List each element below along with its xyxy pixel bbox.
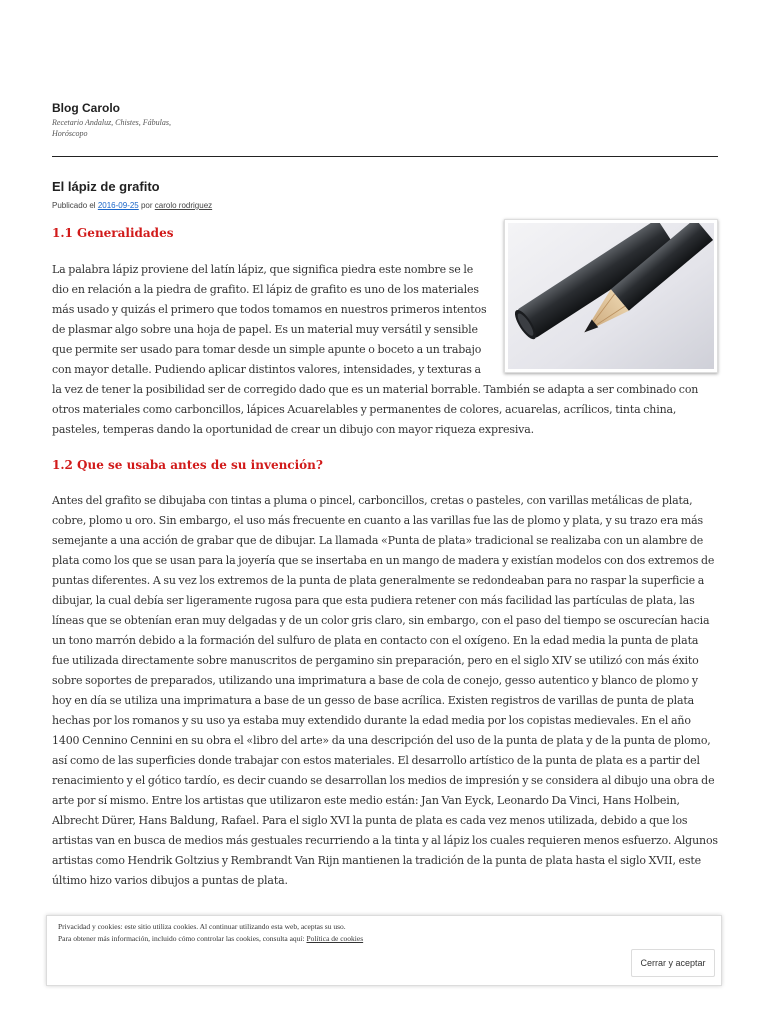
paragraph-antes: Antes del grafito se dibujaba con tintas a pluma o pincel, carboncillos, cretas o pasteles, con varillas metálicas de plata, cobre, plomo u oro. Sin embargo, el uso más frecuente en cuanto a las varillas fue las de plomo y plata, y su trazo era más semejante a una acción de grabar que de dibujar. La llamada «Punta de plata» tradicional se realizaba con un alambre de plata como los que se usan para la joyería que se insertaba en un mango de madera y existían modelos con dos extremos de puntas diferentes. A su vez los extremos de la punta de plata generalmente se redondeaban para no raspar la superficie a dibujar, la cual debía ser ligeramente rugosa para que esta pudiera retener con más facilidad las partículas de plata, las líneas que se obtenían eran muy delgadas y de un color gris claro, sin embargo, con el paso del tiempo se oscurecían hacia un tono marrón debido a la formación del sulfuro de plata en contacto con el oxígeno. En la edad media la punta de plata fue utilizada directamente sobre manuscritos de pergamino sin preparación, pero en el siglo XIV se utilizó con más éxito sobre soportes de preparados, utilizando una imprimatura a base de cola de conejo, gesso autentico y blanco de plomo y hoy en día se utiliza una imprimatura a base de un gesso de base acrílica. Existen registros de varillas de punta de plata hechas por los romanos y su uso ya estaba muy extendido durante la edad media por los copistas medievales. En el año 1400 Cennino Cennini en su obra el «libro del arte» da una descripción del uso de la punta de plata y de la punta de plomo, así como de las superficies donde trabajar con estos materiales. El desarrollo artístico de la punta de plata es a partir del renacimiento y el gótico tardío, es decir cuando se desarrollan los medios de impresión y se considera al dibujo una obra de arte por sí mismo. Entre los artistas que utilizaron este medio están: Jan Van Eyck, Leonardo Da Vinci, Hans Holbein, Albrecht Dürer, Hans Baldung, Rafael. Para el siglo XVI la punta de plata es cada vez menos utilizada, debido a que los artistas van en busca de medios más gestuales recurriendo a la tinta y al lápiz los cuales requieren menos esfuerzo. Algunos artistas como Hendrik Goltzius y Rembrandt Van Rijn mantienen la tradición de la punta de plata hasta el siglo XVII, este último hizo varios dibujos a puntas de plata. bbox=[52, 494, 718, 887]
cookie-policy-link[interactable]: Política de cookies bbox=[306, 934, 364, 943]
site-description: Recetario Andaluz, Chistes, Fábulas, Horóscopo bbox=[52, 118, 171, 138]
cookie-line-1: Privacidad y cookies: este sitio utiliza cookies. Al continuar utilizando esta web, aceptas su uso. bbox=[58, 922, 346, 931]
section-heading-antes: 1.2 Que se usaba antes de su invención? bbox=[52, 458, 323, 472]
post-date-link[interactable]: 2016-09-25 bbox=[97, 201, 139, 210]
cookie-line-2 bbox=[58, 933, 598, 945]
section-heading-generalidades: 1.1 Generalidades bbox=[52, 226, 174, 240]
cookie-notice bbox=[46, 915, 722, 986]
site-title[interactable]: Blog Carolo bbox=[52, 101, 120, 115]
cookie-line-2-prefix: Para obtener más información, incluido cómo controlar las cookies, consulta aquí: bbox=[58, 934, 305, 943]
pencil-photo bbox=[504, 219, 718, 373]
accept-cookies-button[interactable]: Cerrar y aceptar bbox=[631, 949, 715, 977]
paragraph-generalidades: La palabra lápiz proviene del latín lápiz, que significa piedra este nombre se le dio en relación a la piedra de grafito. El lápiz de grafito es uno de los materiales más usado y quizás el primero que todos tomamos en nuestros primeros intentos de plasmar algo sobre una hoja de papel. Es un material muy versátil y sensible que permite ser usado para tomar desde un simple apunte o boceto a un trabajo con mayor detalle. Pudiendo aplicar distintos valores, intensidades, y texturas a la vez de tener la posibilidad ser de corregido dado que es un material borrable. También se adapta a ser combinado con otros materiales como carboncillos, lápices Acuarelables y permanentes de colores, acuarelas, acrílicos, tinta china, pasteles, temperas dando la oportunidad de crear un dibujo con mayor riqueza expresiva. bbox=[52, 263, 699, 436]
post-article bbox=[52, 178, 718, 891]
post-title[interactable]: El lápiz de grafito bbox=[52, 179, 160, 194]
author-link[interactable]: carolo rodriguez bbox=[154, 201, 213, 210]
header-divider bbox=[52, 156, 718, 157]
pencil-image bbox=[508, 223, 714, 369]
post-meta bbox=[52, 200, 718, 211]
cookie-text bbox=[58, 921, 598, 945]
meta-prefix: Publicado el bbox=[52, 201, 96, 210]
meta-by: por bbox=[140, 201, 153, 210]
site-header bbox=[52, 100, 718, 139]
